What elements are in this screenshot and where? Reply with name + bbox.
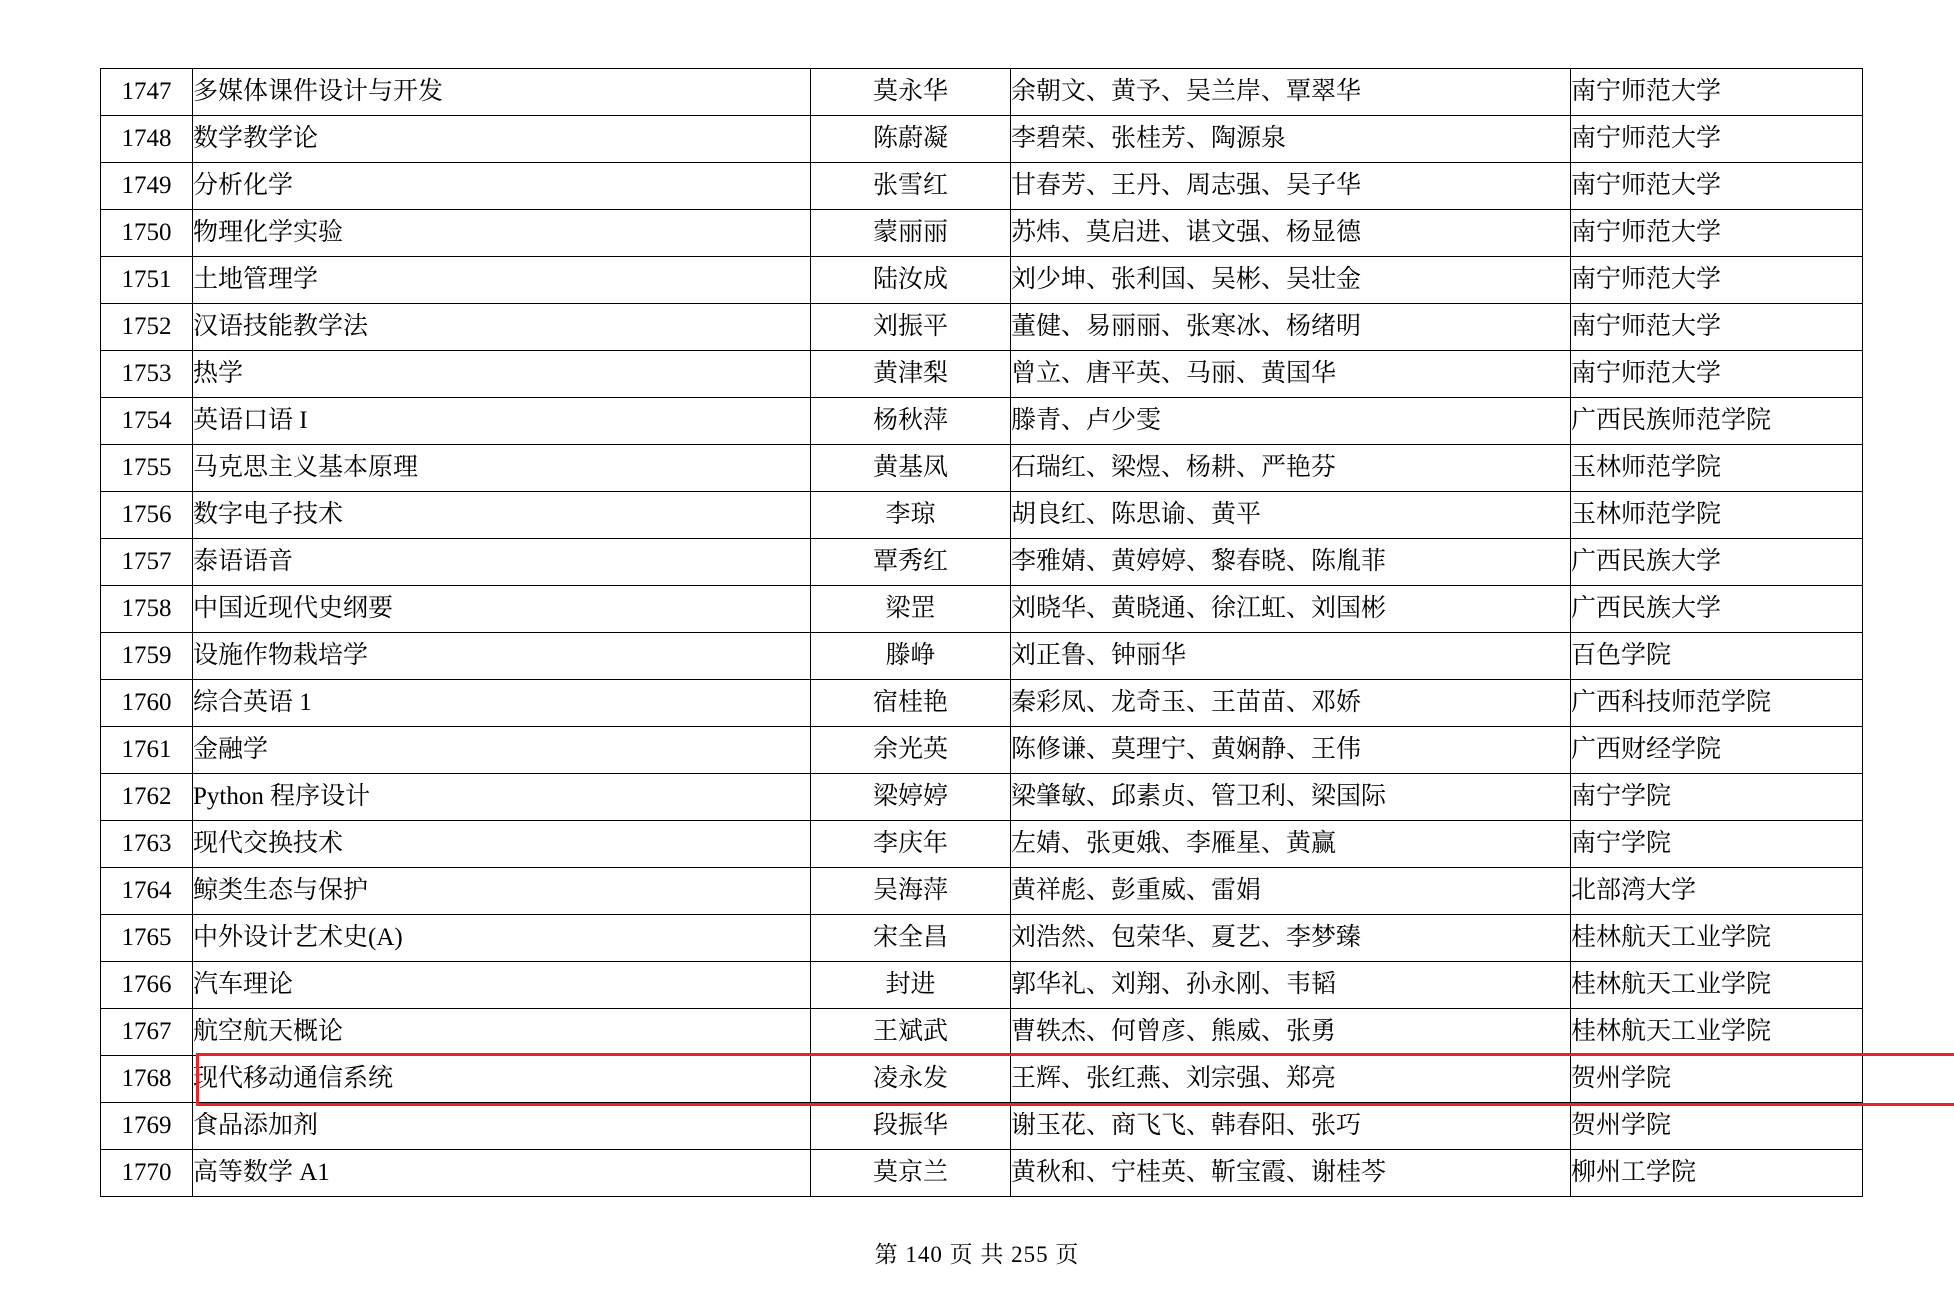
cell-leader: 李琼 (811, 492, 1011, 539)
table-row (101, 1150, 1863, 1197)
cell-members: 黄秋和、宁桂英、靳宝霞、谢桂芩 (1011, 1150, 1571, 1197)
cell-index: 1755 (101, 445, 193, 492)
table-row (101, 210, 1863, 257)
cell-course-name: 数学教学论 (193, 116, 811, 163)
table-row (101, 1103, 1863, 1150)
course-table (100, 68, 1863, 1197)
table-row (101, 398, 1863, 445)
table-row (101, 257, 1863, 304)
cell-school: 广西民族大学 (1571, 586, 1863, 633)
cell-leader: 蒙丽丽 (811, 210, 1011, 257)
cell-school: 广西民族大学 (1571, 539, 1863, 586)
cell-leader: 黄基凤 (811, 445, 1011, 492)
table-row (101, 351, 1863, 398)
cell-course-name: 食品添加剂 (193, 1103, 811, 1150)
cell-school: 玉林师范学院 (1571, 492, 1863, 539)
cell-members: 黄祥彪、彭重威、雷娟 (1011, 868, 1571, 915)
cell-leader: 陈蔚凝 (811, 116, 1011, 163)
table-row (101, 727, 1863, 774)
cell-index: 1759 (101, 633, 193, 680)
cell-index: 1749 (101, 163, 193, 210)
cell-index: 1766 (101, 962, 193, 1009)
cell-index: 1760 (101, 680, 193, 727)
cell-index: 1764 (101, 868, 193, 915)
cell-members: 石瑞红、梁煜、杨耕、严艳芬 (1011, 445, 1571, 492)
cell-leader: 梁婷婷 (811, 774, 1011, 821)
cell-course-name: 多媒体课件设计与开发 (193, 69, 811, 116)
cell-course-name: 鲸类生态与保护 (193, 868, 811, 915)
page-footer (0, 1236, 1954, 1269)
cell-course-name: 金融学 (193, 727, 811, 774)
cell-leader: 黄津梨 (811, 351, 1011, 398)
table-row (101, 116, 1863, 163)
cell-leader: 宿桂艳 (811, 680, 1011, 727)
cell-course-name: 高等数学 A1 (193, 1150, 811, 1197)
table-row (101, 1056, 1863, 1103)
cell-leader: 杨秋萍 (811, 398, 1011, 445)
page-number-text: 第 140 页 共 255 页 (874, 1242, 1080, 1267)
cell-course-name: 中国近现代史纲要 (193, 586, 811, 633)
cell-index: 1750 (101, 210, 193, 257)
cell-school: 贺州学院 (1571, 1056, 1863, 1103)
cell-leader: 滕峥 (811, 633, 1011, 680)
cell-members: 胡良红、陈思谕、黄平 (1011, 492, 1571, 539)
cell-index: 1758 (101, 586, 193, 633)
cell-index: 1765 (101, 915, 193, 962)
cell-course-name: 土地管理学 (193, 257, 811, 304)
cell-leader: 段振华 (811, 1103, 1011, 1150)
cell-index: 1763 (101, 821, 193, 868)
cell-leader: 吴海萍 (811, 868, 1011, 915)
cell-index: 1761 (101, 727, 193, 774)
cell-course-name: 综合英语 1 (193, 680, 811, 727)
cell-course-name: 汽车理论 (193, 962, 811, 1009)
cell-school: 南宁师范大学 (1571, 257, 1863, 304)
cell-index: 1757 (101, 539, 193, 586)
cell-index: 1751 (101, 257, 193, 304)
cell-members: 刘浩然、包荣华、夏艺、李梦臻 (1011, 915, 1571, 962)
cell-school: 南宁师范大学 (1571, 351, 1863, 398)
cell-index: 1752 (101, 304, 193, 351)
table-row (101, 680, 1863, 727)
cell-school: 柳州工学院 (1571, 1150, 1863, 1197)
cell-index: 1769 (101, 1103, 193, 1150)
cell-members: 董健、易丽丽、张寒冰、杨绪明 (1011, 304, 1571, 351)
cell-members: 曹轶杰、何曾彦、熊威、张勇 (1011, 1009, 1571, 1056)
cell-school: 桂林航天工业学院 (1571, 1009, 1863, 1056)
table-row (101, 1009, 1863, 1056)
cell-school: 北部湾大学 (1571, 868, 1863, 915)
cell-index: 1756 (101, 492, 193, 539)
cell-course-name: 设施作物栽培学 (193, 633, 811, 680)
cell-course-name: 分析化学 (193, 163, 811, 210)
cell-members: 滕青、卢少雯 (1011, 398, 1571, 445)
cell-index: 1762 (101, 774, 193, 821)
cell-leader: 宋全昌 (811, 915, 1011, 962)
course-table-body (101, 69, 1863, 1197)
cell-course-name: Python 程序设计 (193, 774, 811, 821)
cell-course-name: 英语口语 I (193, 398, 811, 445)
course-table-wrapper (100, 68, 1862, 1197)
cell-members: 刘少坤、张利国、吴彬、吴壮金 (1011, 257, 1571, 304)
cell-school: 广西财经学院 (1571, 727, 1863, 774)
cell-leader: 覃秀红 (811, 539, 1011, 586)
cell-course-name: 现代移动通信系统 (193, 1056, 811, 1103)
cell-members: 李雅婧、黄婷婷、黎春晓、陈胤菲 (1011, 539, 1571, 586)
cell-members: 曾立、唐平英、马丽、黄国华 (1011, 351, 1571, 398)
cell-leader: 莫永华 (811, 69, 1011, 116)
cell-course-name: 马克思主义基本原理 (193, 445, 811, 492)
cell-leader: 陆汝成 (811, 257, 1011, 304)
cell-members: 陈修谦、莫理宁、黄娴静、王伟 (1011, 727, 1571, 774)
cell-members: 余朝文、黄予、吴兰岸、覃翠华 (1011, 69, 1571, 116)
cell-members: 甘春芳、王丹、周志强、吴子华 (1011, 163, 1571, 210)
cell-members: 谢玉花、商飞飞、韩春阳、张巧 (1011, 1103, 1571, 1150)
table-row (101, 633, 1863, 680)
table-row (101, 868, 1863, 915)
table-row (101, 586, 1863, 633)
cell-school: 南宁学院 (1571, 774, 1863, 821)
cell-course-name: 中外设计艺术史(A) (193, 915, 811, 962)
cell-school: 广西科技师范学院 (1571, 680, 1863, 727)
table-row (101, 304, 1863, 351)
cell-leader: 凌永发 (811, 1056, 1011, 1103)
cell-members: 刘晓华、黄晓通、徐江虹、刘国彬 (1011, 586, 1571, 633)
cell-course-name: 现代交换技术 (193, 821, 811, 868)
cell-school: 南宁师范大学 (1571, 69, 1863, 116)
cell-leader: 封进 (811, 962, 1011, 1009)
cell-members: 刘正鲁、钟丽华 (1011, 633, 1571, 680)
cell-members: 梁肇敏、邱素贞、管卫利、梁国际 (1011, 774, 1571, 821)
cell-school: 玉林师范学院 (1571, 445, 1863, 492)
cell-leader: 张雪红 (811, 163, 1011, 210)
cell-course-name: 物理化学实验 (193, 210, 811, 257)
cell-school: 广西民族师范学院 (1571, 398, 1863, 445)
cell-course-name: 热学 (193, 351, 811, 398)
cell-index: 1768 (101, 1056, 193, 1103)
table-row (101, 821, 1863, 868)
cell-index: 1767 (101, 1009, 193, 1056)
table-row (101, 69, 1863, 116)
cell-members: 郭华礼、刘翔、孙永刚、韦韬 (1011, 962, 1571, 1009)
cell-school: 南宁师范大学 (1571, 116, 1863, 163)
cell-school: 百色学院 (1571, 633, 1863, 680)
cell-index: 1754 (101, 398, 193, 445)
cell-members: 秦彩凤、龙奇玉、王苗苗、邓娇 (1011, 680, 1571, 727)
cell-members: 苏炜、莫启进、谌文强、杨显德 (1011, 210, 1571, 257)
table-row (101, 445, 1863, 492)
cell-members: 王辉、张红燕、刘宗强、郑亮 (1011, 1056, 1571, 1103)
cell-index: 1770 (101, 1150, 193, 1197)
cell-course-name: 航空航天概论 (193, 1009, 811, 1056)
cell-members: 左婧、张更娥、李雁星、黄赢 (1011, 821, 1571, 868)
table-row (101, 163, 1863, 210)
cell-school: 南宁学院 (1571, 821, 1863, 868)
cell-school: 南宁师范大学 (1571, 163, 1863, 210)
cell-leader: 刘振平 (811, 304, 1011, 351)
cell-school: 桂林航天工业学院 (1571, 915, 1863, 962)
cell-course-name: 泰语语音 (193, 539, 811, 586)
cell-school: 南宁师范大学 (1571, 210, 1863, 257)
table-row (101, 915, 1863, 962)
cell-leader: 余光英 (811, 727, 1011, 774)
cell-school: 贺州学院 (1571, 1103, 1863, 1150)
cell-course-name: 汉语技能教学法 (193, 304, 811, 351)
cell-leader: 王斌武 (811, 1009, 1011, 1056)
cell-leader: 莫京兰 (811, 1150, 1011, 1197)
table-row (101, 962, 1863, 1009)
cell-index: 1753 (101, 351, 193, 398)
cell-leader: 梁罡 (811, 586, 1011, 633)
table-row (101, 539, 1863, 586)
cell-index: 1747 (101, 69, 193, 116)
cell-index: 1748 (101, 116, 193, 163)
cell-members: 李碧荣、张桂芳、陶源泉 (1011, 116, 1571, 163)
table-row (101, 774, 1863, 821)
cell-school: 桂林航天工业学院 (1571, 962, 1863, 1009)
cell-school: 南宁师范大学 (1571, 304, 1863, 351)
cell-course-name: 数字电子技术 (193, 492, 811, 539)
cell-leader: 李庆年 (811, 821, 1011, 868)
table-row (101, 492, 1863, 539)
